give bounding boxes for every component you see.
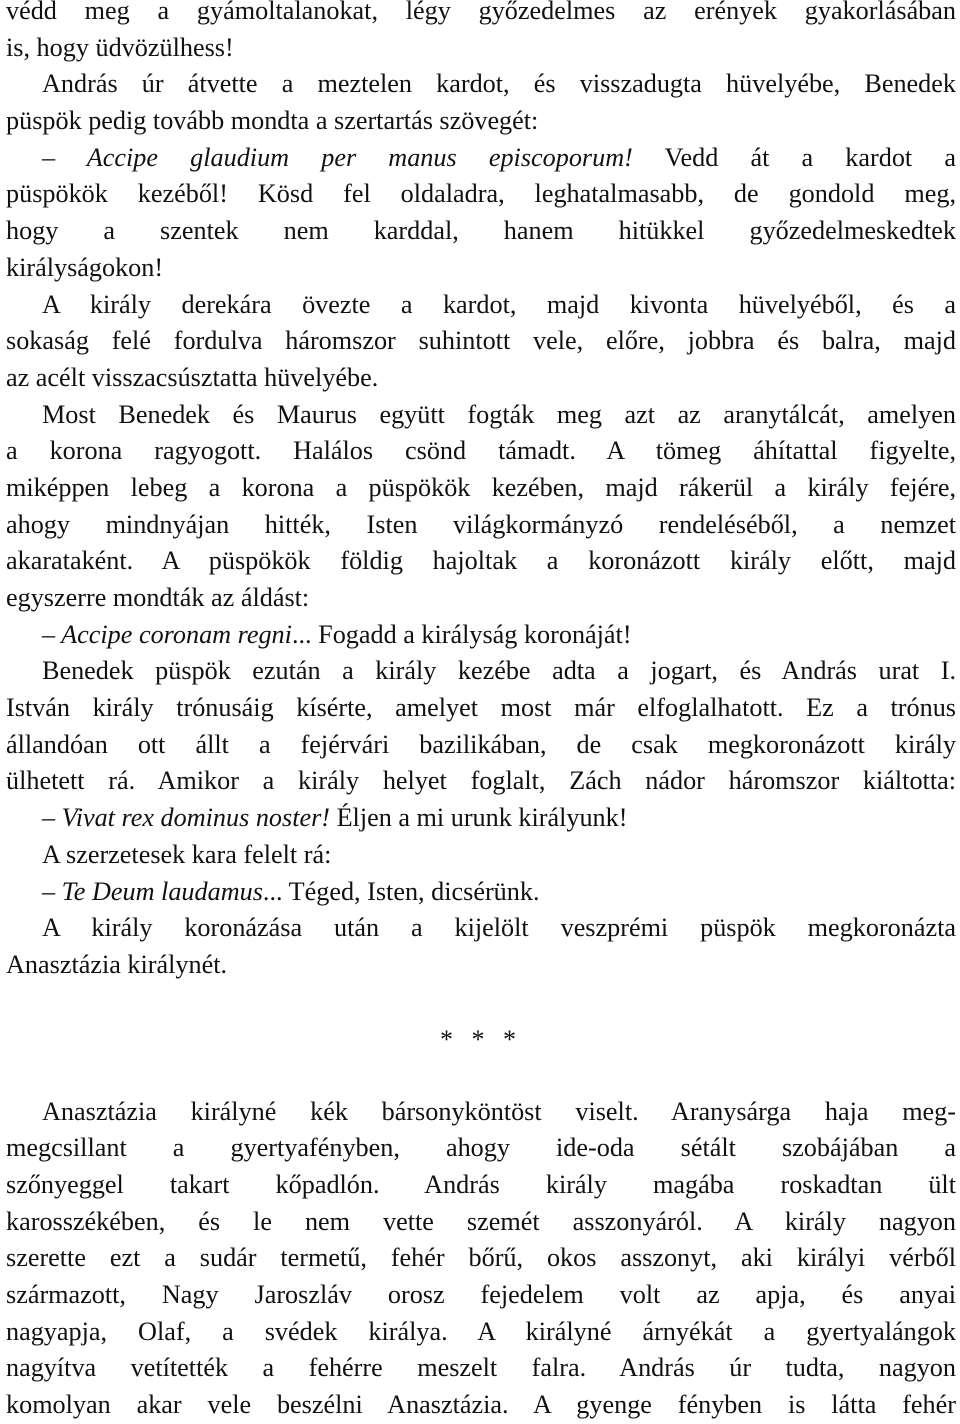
text-line xyxy=(6,543,956,580)
text-line xyxy=(6,176,956,213)
text-line xyxy=(6,66,956,103)
line-text: Benedek püspök ezután a király kezébe adta a jogart, és András urat I. xyxy=(42,656,956,686)
line-text: Éljen a mi urunk királyunk! xyxy=(330,803,628,833)
text-line xyxy=(6,580,956,617)
line-text: az acélt visszacsúsztatta hüvelyébe. xyxy=(6,362,379,392)
line-text: egyszerre mondták az áldást: xyxy=(6,583,310,612)
section-separator: * * * xyxy=(440,1024,522,1054)
line-text: István király trónusáig kísérte, amelyet most már elfoglalhatott. Ez a trónus xyxy=(6,693,956,723)
line-text: hogy a szentek nem karddal, hanem hitükkel győzedelmeskedtek xyxy=(6,216,956,246)
line-text: András úr átvette a meztelen kardot, és visszadugta hüvelyébe, Benedek xyxy=(42,69,956,99)
line-text: védd meg a gyámoltalanokat, légy győzedelmes az erények gyakorlásában xyxy=(6,0,956,25)
latin-quote: – Vivat rex dominus noster! xyxy=(42,803,331,833)
latin-quote: – Accipe coronam regni xyxy=(42,619,292,649)
text-line xyxy=(6,397,956,434)
text-line xyxy=(6,617,956,654)
text-line xyxy=(6,507,956,544)
latin-quote: – Te Deum laudamus xyxy=(42,876,263,906)
text-line xyxy=(6,910,956,947)
line-text: Most Benedek és Maurus együtt fogták meg azt az aranytálcát, amelyen xyxy=(42,399,956,429)
text-line xyxy=(6,323,956,360)
text-line xyxy=(6,0,956,30)
text-line xyxy=(6,1350,956,1387)
text-line xyxy=(6,30,956,67)
line-text: ... Fogadd a királyság koronáját! xyxy=(291,619,632,649)
text-line xyxy=(6,1387,956,1424)
text-line xyxy=(6,653,956,690)
latin-quote: – Accipe glaudium per manus episcoporum! xyxy=(42,142,633,172)
line-text: püspök pedig tovább mondta a szertartás szövegét: xyxy=(6,106,539,136)
text-line xyxy=(6,360,956,397)
line-text: Anasztázia királyné kék bársonyköntöst viselt. Aranysárga haja meg- xyxy=(42,1096,956,1126)
line-text: komolyan akar vele beszélni Anasztázia. A gyenge fényben is látta fehér xyxy=(6,1390,956,1420)
text-line xyxy=(6,690,956,727)
line-text: a korona ragyogott. Halálos csönd támadt. A tömeg áhítattal figyelte, xyxy=(6,436,956,466)
line-text: karosszékében, és le nem vette szemét asszonyáról. A király nagyon xyxy=(6,1206,956,1236)
text-line xyxy=(6,1204,956,1241)
line-text: püspökök kezéből! Kösd fel oldaladra, leghatalmasabb, de gondold meg, xyxy=(6,179,956,209)
text-line xyxy=(6,103,956,140)
line-text: Vedd át a kardot a xyxy=(632,142,956,172)
line-text: szerette ezt a sudár termetű, fehér bőrű, okos asszonyt, aki királyi vérből xyxy=(6,1243,956,1273)
line-text: akarataként. A püspökök földig hajoltak a koronázott király előtt, majd xyxy=(6,546,956,576)
text-line xyxy=(6,1314,956,1351)
text-line xyxy=(6,213,956,250)
text-line xyxy=(6,1277,956,1314)
line-text: királyságokon! xyxy=(6,252,164,282)
line-text: megcsillant a gyertyafényben, ahogy ide-oda sétált szobájában a xyxy=(6,1133,956,1163)
text-line xyxy=(6,250,956,287)
line-text: származott, Nagy Jaroszláv orosz fejedelem volt az apja, és anyai xyxy=(6,1280,956,1309)
line-text: ... Téged, Isten, dicsérünk. xyxy=(262,876,540,906)
line-text: ülhetett rá. Amikor a király helyet foglalt, Zách nádor háromszor kiáltotta: xyxy=(6,766,956,796)
line-text: ahogy mindnyájan hitték, Isten világkormányzó rendeléséből, a nemzet xyxy=(6,509,956,539)
text-line xyxy=(6,433,956,470)
line-text: is, hogy üdvözülhess! xyxy=(6,32,234,62)
text-line xyxy=(6,1167,956,1204)
line-text: sokaság felé fordulva háromszor suhintott vele, előre, jobbra és balra, majd xyxy=(6,326,956,356)
text-block-1 xyxy=(6,0,956,984)
line-text: nagyapja, Olaf, a svédek királya. A királyné árnyékát a gyertyalángok xyxy=(6,1316,956,1346)
line-text: A király koronázása után a kijelölt veszprémi püspök megkoronázta xyxy=(42,913,956,943)
text-line xyxy=(6,874,956,911)
text-line xyxy=(6,470,956,507)
line-text: A király derekára övezte a kardot, majd kivonta hüvelyéből, és a xyxy=(42,289,956,319)
text-line xyxy=(6,1094,956,1131)
text-line xyxy=(6,727,956,764)
line-text: állandóan ott állt a fejérvári bazilikában, de csak megkoronázott király xyxy=(6,729,956,759)
line-text: nagyítva vetítették a fehérre meszelt falra. András úr tudta, nagyon xyxy=(6,1353,956,1383)
text-line xyxy=(6,800,956,837)
text-line xyxy=(6,837,956,874)
text-line xyxy=(6,1240,956,1277)
text-block-2 xyxy=(6,1094,956,1424)
line-text: A szerzetesek kara felelt rá: xyxy=(42,839,332,869)
line-text: szőnyeggel takart kőpadlón. András király magába roskadtan ült xyxy=(6,1169,956,1199)
line-text: miképpen lebeg a korona a püspökök kezében, majd rákerül a király fejére, xyxy=(6,472,956,502)
text-line xyxy=(6,947,956,984)
text-line xyxy=(6,1130,956,1167)
text-line xyxy=(6,140,956,177)
text-line xyxy=(6,763,956,800)
text-line xyxy=(6,287,956,324)
line-text: Anasztázia királynét. xyxy=(6,949,228,979)
